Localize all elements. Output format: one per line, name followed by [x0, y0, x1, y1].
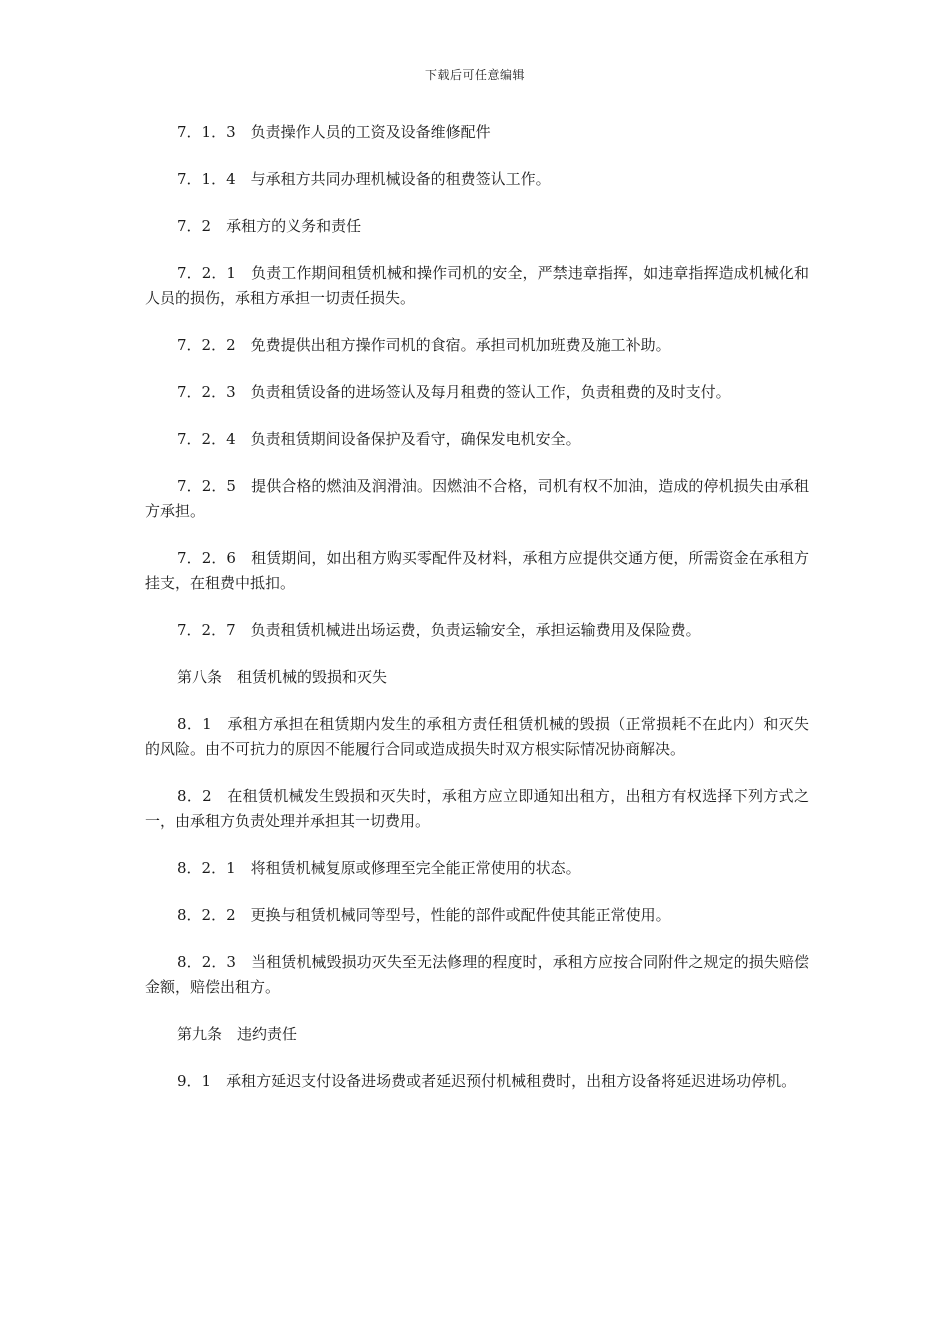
paragraph-8-2-1: 8．2．1 将租赁机械复原或修理至完全能正常使用的状态。 [177, 859, 581, 877]
paragraph-8-2-2: 8．2．2 更换与租赁机械同等型号，性能的部件或配件使其能正常使用。 [177, 906, 671, 924]
paragraph-7-2-5: 7．2．5 提供合格的燃油及润滑油。因燃油不合格，司机有权不加油，造成的停机损失由承租方承担。 [145, 477, 809, 520]
document-body [145, 120, 809, 1116]
paragraph-7-2-7: 7．2．7 负责租赁机械进出场运费，负责运输安全，承担运输费用及保险费。 [177, 621, 701, 639]
paragraph-7-2-4: 7．2．4 负责租赁期间设备保护及看守，确保发电机安全。 [177, 430, 581, 448]
paragraph-7-2-3: 7．2．3 负责租赁设备的进场签认及每月租费的签认工作，负责租费的及时支付。 [177, 383, 731, 401]
paragraph-7-2-6: 7．2．6 租赁期间，如出租方购买零配件及材料，承租方应提供交通方便，所需资金在承租方挂支，在租费中抵扣。 [145, 549, 809, 592]
paragraph-7-1-4: 7．1．4 与承租方共同办理机械设备的租费签认工作。 [177, 170, 551, 188]
paragraph-7-2-2: 7．2．2 免费提供出租方操作司机的食宿。承担司机加班费及施工补助。 [177, 336, 671, 354]
paragraph-8-2-3: 8．2．3 当租赁机械毁损功灭失至无法修理的程度时，承租方应按合同附件之规定的损失赔偿金额，赔偿出租方。 [145, 953, 809, 996]
paragraph-7-2-1: 7．2．1 负责工作期间租赁机械和操作司机的安全，严禁违章指挥，如违章指挥造成机械化和人员的损伤，承租方承担一切责任损失。 [145, 264, 809, 307]
paragraph-7-1-3: 7．1．3 负责操作人员的工资及设备维修配件 [177, 123, 491, 141]
article-9-heading: 第九条 违约责任 [177, 1025, 298, 1043]
article-8-heading: 第八条 租赁机械的毁损和灭失 [177, 668, 388, 686]
paragraph-7-2: 7．2 承租方的义务和责任 [177, 217, 362, 235]
page-header: 下载后可任意编辑 [424, 68, 525, 82]
paragraph-9-1: 9．1 承租方延迟支付设备进场费或者延迟预付机械租费时，出租方设备将延迟进场功停机。 [177, 1072, 797, 1090]
paragraph-8-2: 8．2 在租赁机械发生毁损和灭失时，承租方应立即通知出租方，出租方有权选择下列方式之一，由承租方负责处理并承担其一切费用。 [145, 787, 809, 830]
paragraph-8-1: 8．1 承租方承担在租赁期内发生的承租方责任租赁机械的毁损（正常损耗不在此内）和灭失的风险。由不可抗力的原因不能履行合同或造成损失时双方根实际情况协商解决。 [145, 715, 809, 758]
